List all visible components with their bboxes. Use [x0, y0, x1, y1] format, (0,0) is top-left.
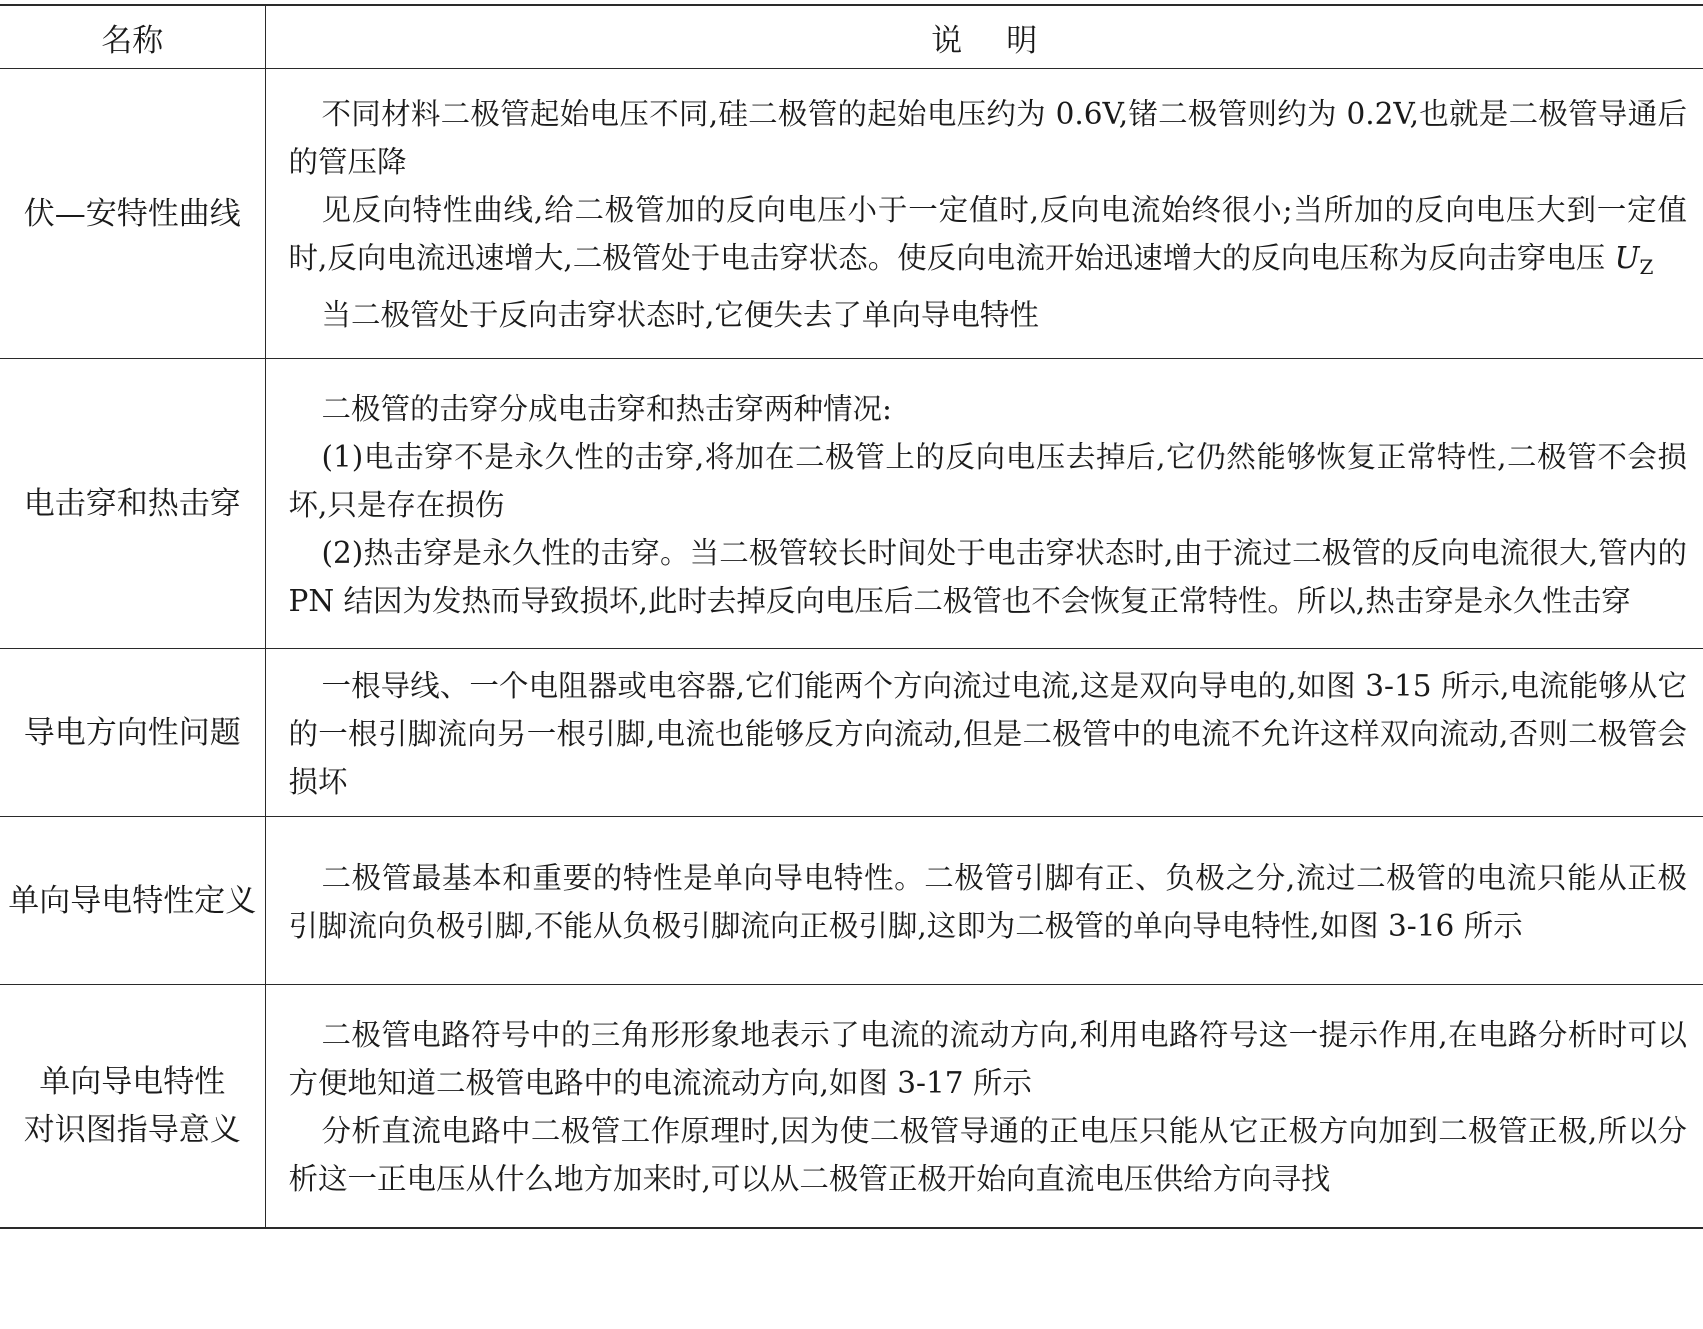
table-row: [0, 817, 1703, 985]
row-name-line: 对识图指导意义: [23, 1111, 241, 1148]
row-description: [265, 985, 1703, 1228]
description-paragraph: (1)电击穿不是永久性的击穿,将加在二极管上的反向电压去掉后,它仍然能够恢复正常特性,二极管不会损坏,只是存在损伤: [288, 439, 1687, 522]
row-name-line: 伏—安特性曲线: [23, 195, 241, 232]
table-row: [0, 649, 1703, 817]
row-name: [0, 359, 265, 649]
row-name-line: 导电方向性问题: [23, 714, 241, 751]
row-name: [0, 649, 265, 817]
row-name: [0, 985, 265, 1228]
characteristics-table: [0, 4, 1703, 1229]
row-name-line: 单向导电特性: [39, 1063, 226, 1100]
row-name: [0, 817, 265, 985]
row-name-line: 电击穿和热击穿: [23, 485, 241, 522]
symbol-main: U: [1614, 241, 1640, 275]
row-description: [265, 69, 1703, 359]
row-name-line: 单向导电特性定义: [8, 882, 257, 919]
description-paragraph: 不同材料二极管起始电压不同,硅二极管的起始电压约为 0.6V,锗二极管则约为 0.2V,也就是二极管导通后的管压降: [288, 97, 1687, 179]
paragraph-text: 见反向特性曲线,给二极管加的反向电压小于一定值时,反向电流始终很小;当所加的反向电压大到一定值时,反向电流迅速增大,二极管处于电击穿状态。使反向电流开始迅速增大的反向电压称为反向击穿电压: [288, 193, 1687, 275]
description-paragraph: 分析直流电路中二极管工作原理时,因为使二极管导通的正电压只能从它正极方向加到二极管正极,所以分析这一正电压从什么地方加来时,可以从二极管正极开始向直流电压供给方向寻找: [288, 1113, 1687, 1196]
row-description: [265, 359, 1703, 649]
description-paragraph: 一根导线、一个电阻器或电容器,它们能两个方向流过电流,这是双向导电的,如图 3-15 所示,电流能够从它的一根引脚流向另一根引脚,电流也能够反方向流动,但是二极管中的电流不允许这样双向流动,否则二极管会损坏: [288, 668, 1687, 799]
table-row: [0, 69, 1703, 359]
table-header-row: [0, 5, 1703, 69]
description-paragraph: 当二极管处于反向击穿状态时,它便失去了单向导电特性: [321, 298, 1039, 332]
symbol-uz: [1614, 241, 1654, 279]
row-description: [265, 649, 1703, 817]
table-row: [0, 359, 1703, 649]
description-paragraph: 二极管的击穿分成电击穿和热击穿两种情况:: [321, 391, 892, 426]
description-paragraph: 二极管最基本和重要的特性是单向导电特性。二极管引脚有正、负极之分,流过二极管的电流只能从正极引脚流向负极引脚,不能从负极引脚流向正极引脚,这即为二极管的单向导电特性,如图 3-16 所示: [288, 860, 1687, 943]
description-paragraph: 二极管电路符号中的三角形形象地表示了电流的流动方向,利用电路符号这一提示作用,在电路分析时可以方便地知道二极管电路中的电流流动方向,如图 3-17 所示: [288, 1017, 1687, 1100]
row-name: [0, 69, 265, 359]
header-name: 名称: [0, 5, 265, 69]
description-paragraph: (2)热击穿是永久性的击穿。当二极管较长时间处于电击穿状态时,由于流过二极管的反向电流很大,管内的 PN 结因为发热而导致损坏,此时去掉反向电压后二极管也不会恢复正常特性。所以,热击穿是永久性击穿: [288, 535, 1687, 618]
header-description: 说明: [265, 5, 1703, 69]
description-paragraph: [289, 186, 1688, 291]
row-description: [265, 817, 1703, 985]
table-row: [0, 985, 1703, 1228]
symbol-subscript: Z: [1639, 255, 1654, 279]
